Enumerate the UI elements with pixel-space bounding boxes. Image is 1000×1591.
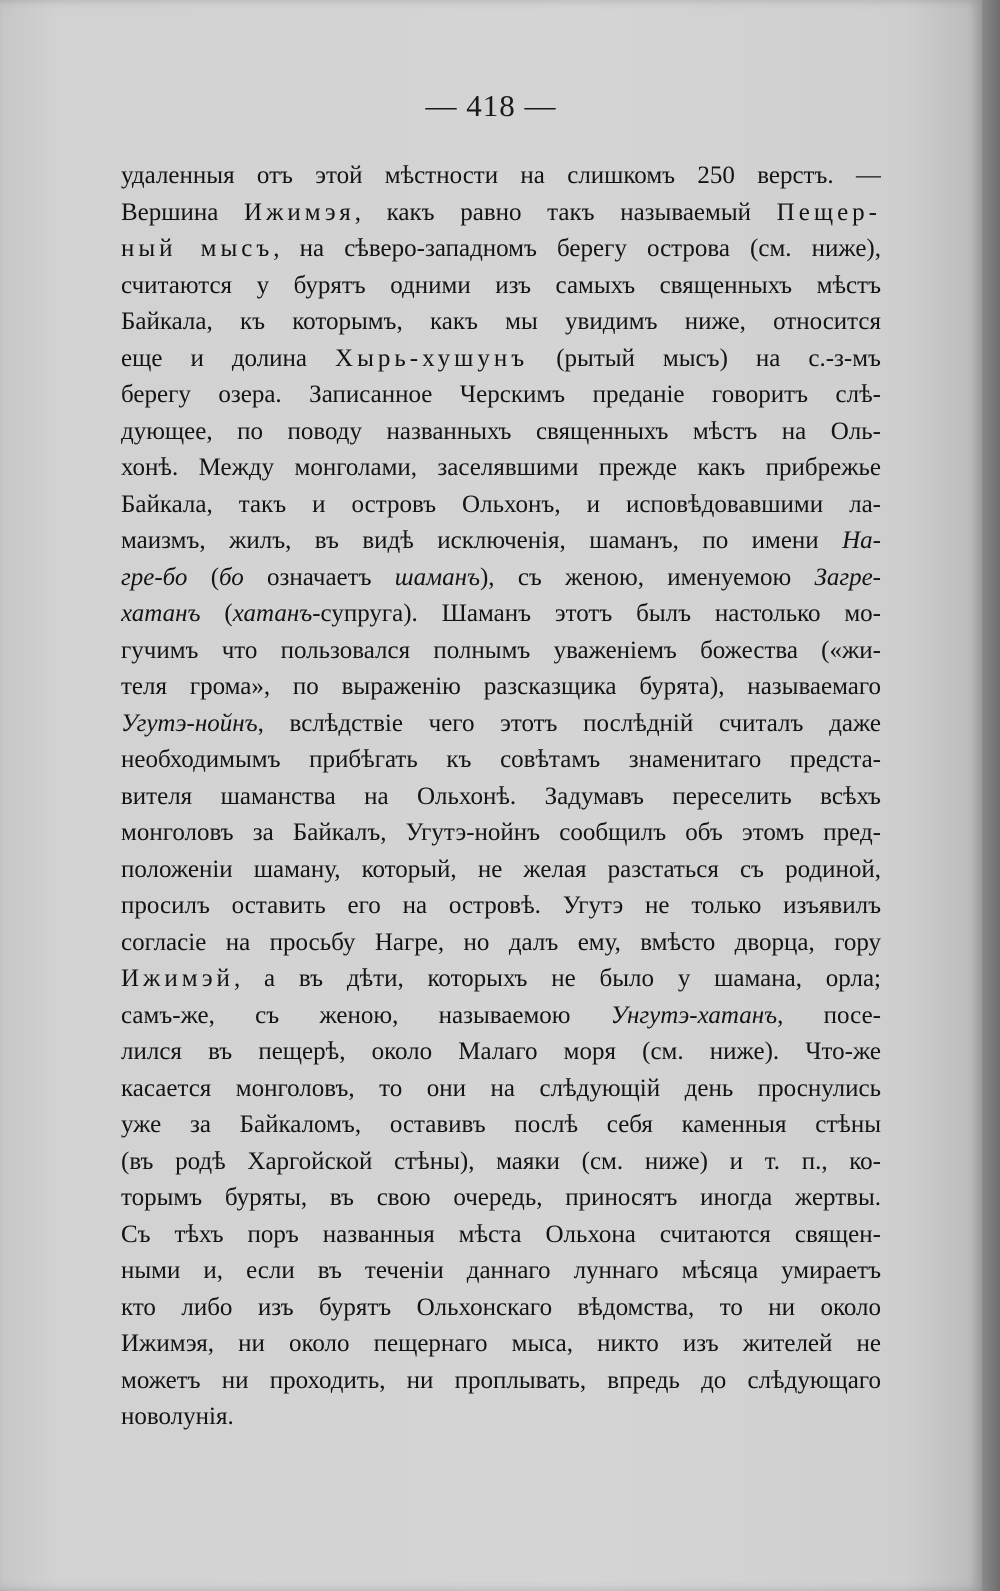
text-line <box>121 560 881 597</box>
text-segment: теля грома», по выраженію разсказщика бурята), называемаго <box>121 673 881 700</box>
text-line <box>121 1326 881 1363</box>
text-segment: Ижимэя, ни около пещернаго мыса, никто изъ жителей не <box>121 1330 881 1357</box>
page-number: — 418 — <box>425 88 557 123</box>
text-line <box>121 998 881 1035</box>
text-line <box>121 450 881 487</box>
text-segment: , вслѣдствіе чего этотъ послѣдній считалъ даже <box>257 709 881 737</box>
text-segment: хонѣ. Между монголами, заселявшими прежде какъ прибрежье <box>121 454 881 481</box>
body-text <box>121 158 881 1436</box>
text-line <box>121 961 881 998</box>
text-segment: лился въ пещерѣ, около Малаго моря (см. ниже). Что-же <box>121 1038 881 1065</box>
text-segment: Вершина <box>121 198 245 226</box>
text-line <box>121 706 881 743</box>
spaced-emphasis: ный мысъ <box>121 235 274 262</box>
text-segment: необходимымъ прибѣгать къ совѣтамъ знаменитаго предста- <box>121 746 881 773</box>
spaced-emphasis: Пещер- <box>776 198 881 226</box>
text-line <box>121 1290 881 1327</box>
text-segment: берегу озера. Записанное Черскимъ преданіе говоритъ слѣ- <box>121 381 881 408</box>
text-line <box>121 1107 881 1144</box>
text-line <box>121 231 881 268</box>
text-line <box>121 304 881 341</box>
text-line <box>121 633 881 670</box>
text-line <box>121 195 881 232</box>
text-line <box>121 1071 881 1108</box>
italic-emphasis: Загре- <box>814 563 881 591</box>
text-line <box>121 925 881 962</box>
text-segment: -супруга). Шаманъ этотъ былъ настолько мо- <box>312 600 881 627</box>
text-segment: удаленныя отъ этой мѣстности на слишкомъ 250 верстъ. — <box>121 162 881 189</box>
italic-emphasis: хатанъ <box>232 600 313 627</box>
text-segment: ными и, если въ теченіи даннаго луннаго мѣсяца умираетъ <box>121 1257 881 1284</box>
text-line <box>121 1144 881 1181</box>
text-segment: ), съ женою, именуемою <box>479 563 815 591</box>
text-line <box>121 1253 881 1290</box>
text-segment: , на сѣверо-западномъ берегу острова (см. ниже), <box>273 235 881 262</box>
text-line <box>121 779 881 816</box>
text-line <box>121 669 881 706</box>
text-segment: дующее, по поводу названныхъ священныхъ мѣстъ на Оль- <box>121 417 881 445</box>
text-segment: самъ-же, съ женою, называемою <box>121 1001 611 1029</box>
text-line <box>121 742 881 779</box>
text-segment: (рытый мысъ) на с.-з-мъ <box>528 344 881 372</box>
text-segment: еще и долина <box>121 344 336 372</box>
italic-emphasis: шаманъ <box>394 563 480 591</box>
text-segment: , посе- <box>777 1001 881 1029</box>
text-segment: просилъ оставить его на островѣ. Угутэ не только изъявилъ <box>121 892 881 919</box>
text-line <box>121 414 881 451</box>
text-segment: Съ тѣхъ поръ названныя мѣста Ольхона считаются священ- <box>121 1220 881 1248</box>
page-edge-shadow <box>982 0 1000 1591</box>
text-line <box>121 815 881 852</box>
text-segment: уже за Байкаломъ, оставивъ послѣ себя каменныя стѣны <box>121 1111 881 1138</box>
text-line <box>121 852 881 889</box>
text-segment: , а въ дѣти, которыхъ не было у шамана, орла; <box>233 965 881 992</box>
text-line <box>121 1217 881 1254</box>
text-segment: положеніи шаману, который, не желая разстаться съ родиной, <box>121 855 881 883</box>
text-segment: Байкала, къ которымъ, какъ мы увидимъ ниже, относится <box>121 308 881 335</box>
italic-emphasis: бо <box>219 563 244 591</box>
text-line <box>121 1363 881 1400</box>
text-line <box>121 1180 881 1217</box>
text-segment: считаются у бурятъ одними изъ самыхъ священныхъ мѣстъ <box>121 271 881 299</box>
text-segment: ( <box>187 563 220 591</box>
text-segment: согласіе на просьбу Нагре, но далъ ему, вмѣсто дворца, гору <box>121 928 881 956</box>
text-segment: ( <box>200 600 233 627</box>
text-segment: вителя шаманства на Ольхонѣ. Задумавъ переселить всѣхъ <box>121 782 881 810</box>
text-segment: , какъ равно такъ называемый <box>354 198 777 226</box>
text-segment: маизмъ, жилъ, въ видѣ исключенія, шаманъ, по имени <box>121 527 843 554</box>
spaced-emphasis: Ижимэя <box>244 198 355 226</box>
text-line <box>121 268 881 305</box>
text-segment: новолунія. <box>121 1403 234 1430</box>
italic-emphasis: Угутэ-нойнъ <box>121 709 258 737</box>
spaced-emphasis: Хырь-хушунъ <box>335 344 529 372</box>
text-segment: означаетъ <box>243 563 395 591</box>
text-segment: торымъ буряты, въ свою очередь, приносятъ иногда жертвы. <box>121 1184 881 1211</box>
text-line <box>121 158 881 195</box>
text-line <box>121 341 881 378</box>
italic-emphasis: хатанъ <box>121 600 201 627</box>
italic-emphasis: гре-бо <box>121 563 188 591</box>
text-line <box>121 487 881 524</box>
italic-emphasis: Унгутэ-хатанъ <box>610 1001 778 1029</box>
italic-emphasis: На- <box>842 527 881 554</box>
text-segment: можетъ ни проходить, ни проплывать, впредь до слѣдующаго <box>121 1366 881 1394</box>
text-segment: (въ родѣ Харгойской стѣны), маяки (см. ниже) и т. п., ко- <box>121 1147 881 1175</box>
text-segment: касается монголовъ, то они на слѣдующій день проснулись <box>121 1074 881 1102</box>
text-segment: монголовъ за Байкалъ, Угутэ-нойнъ сообщилъ объ этомъ пред- <box>121 819 881 846</box>
text-line <box>121 377 881 414</box>
text-line <box>121 888 881 925</box>
text-line <box>121 1399 881 1436</box>
text-segment: кто либо изъ бурятъ Ольхонскаго вѣдомства, то ни около <box>121 1293 881 1321</box>
text-segment: гучимъ что пользовался полнымъ уваженіемъ божества («жи- <box>121 636 881 664</box>
text-line <box>121 523 881 560</box>
spaced-emphasis: Ижимэй <box>121 965 234 992</box>
text-line <box>121 1034 881 1071</box>
text-line <box>121 596 881 633</box>
text-segment: Байкала, такъ и островъ Ольхонъ, и исповѣдовавшими ла- <box>121 490 881 518</box>
